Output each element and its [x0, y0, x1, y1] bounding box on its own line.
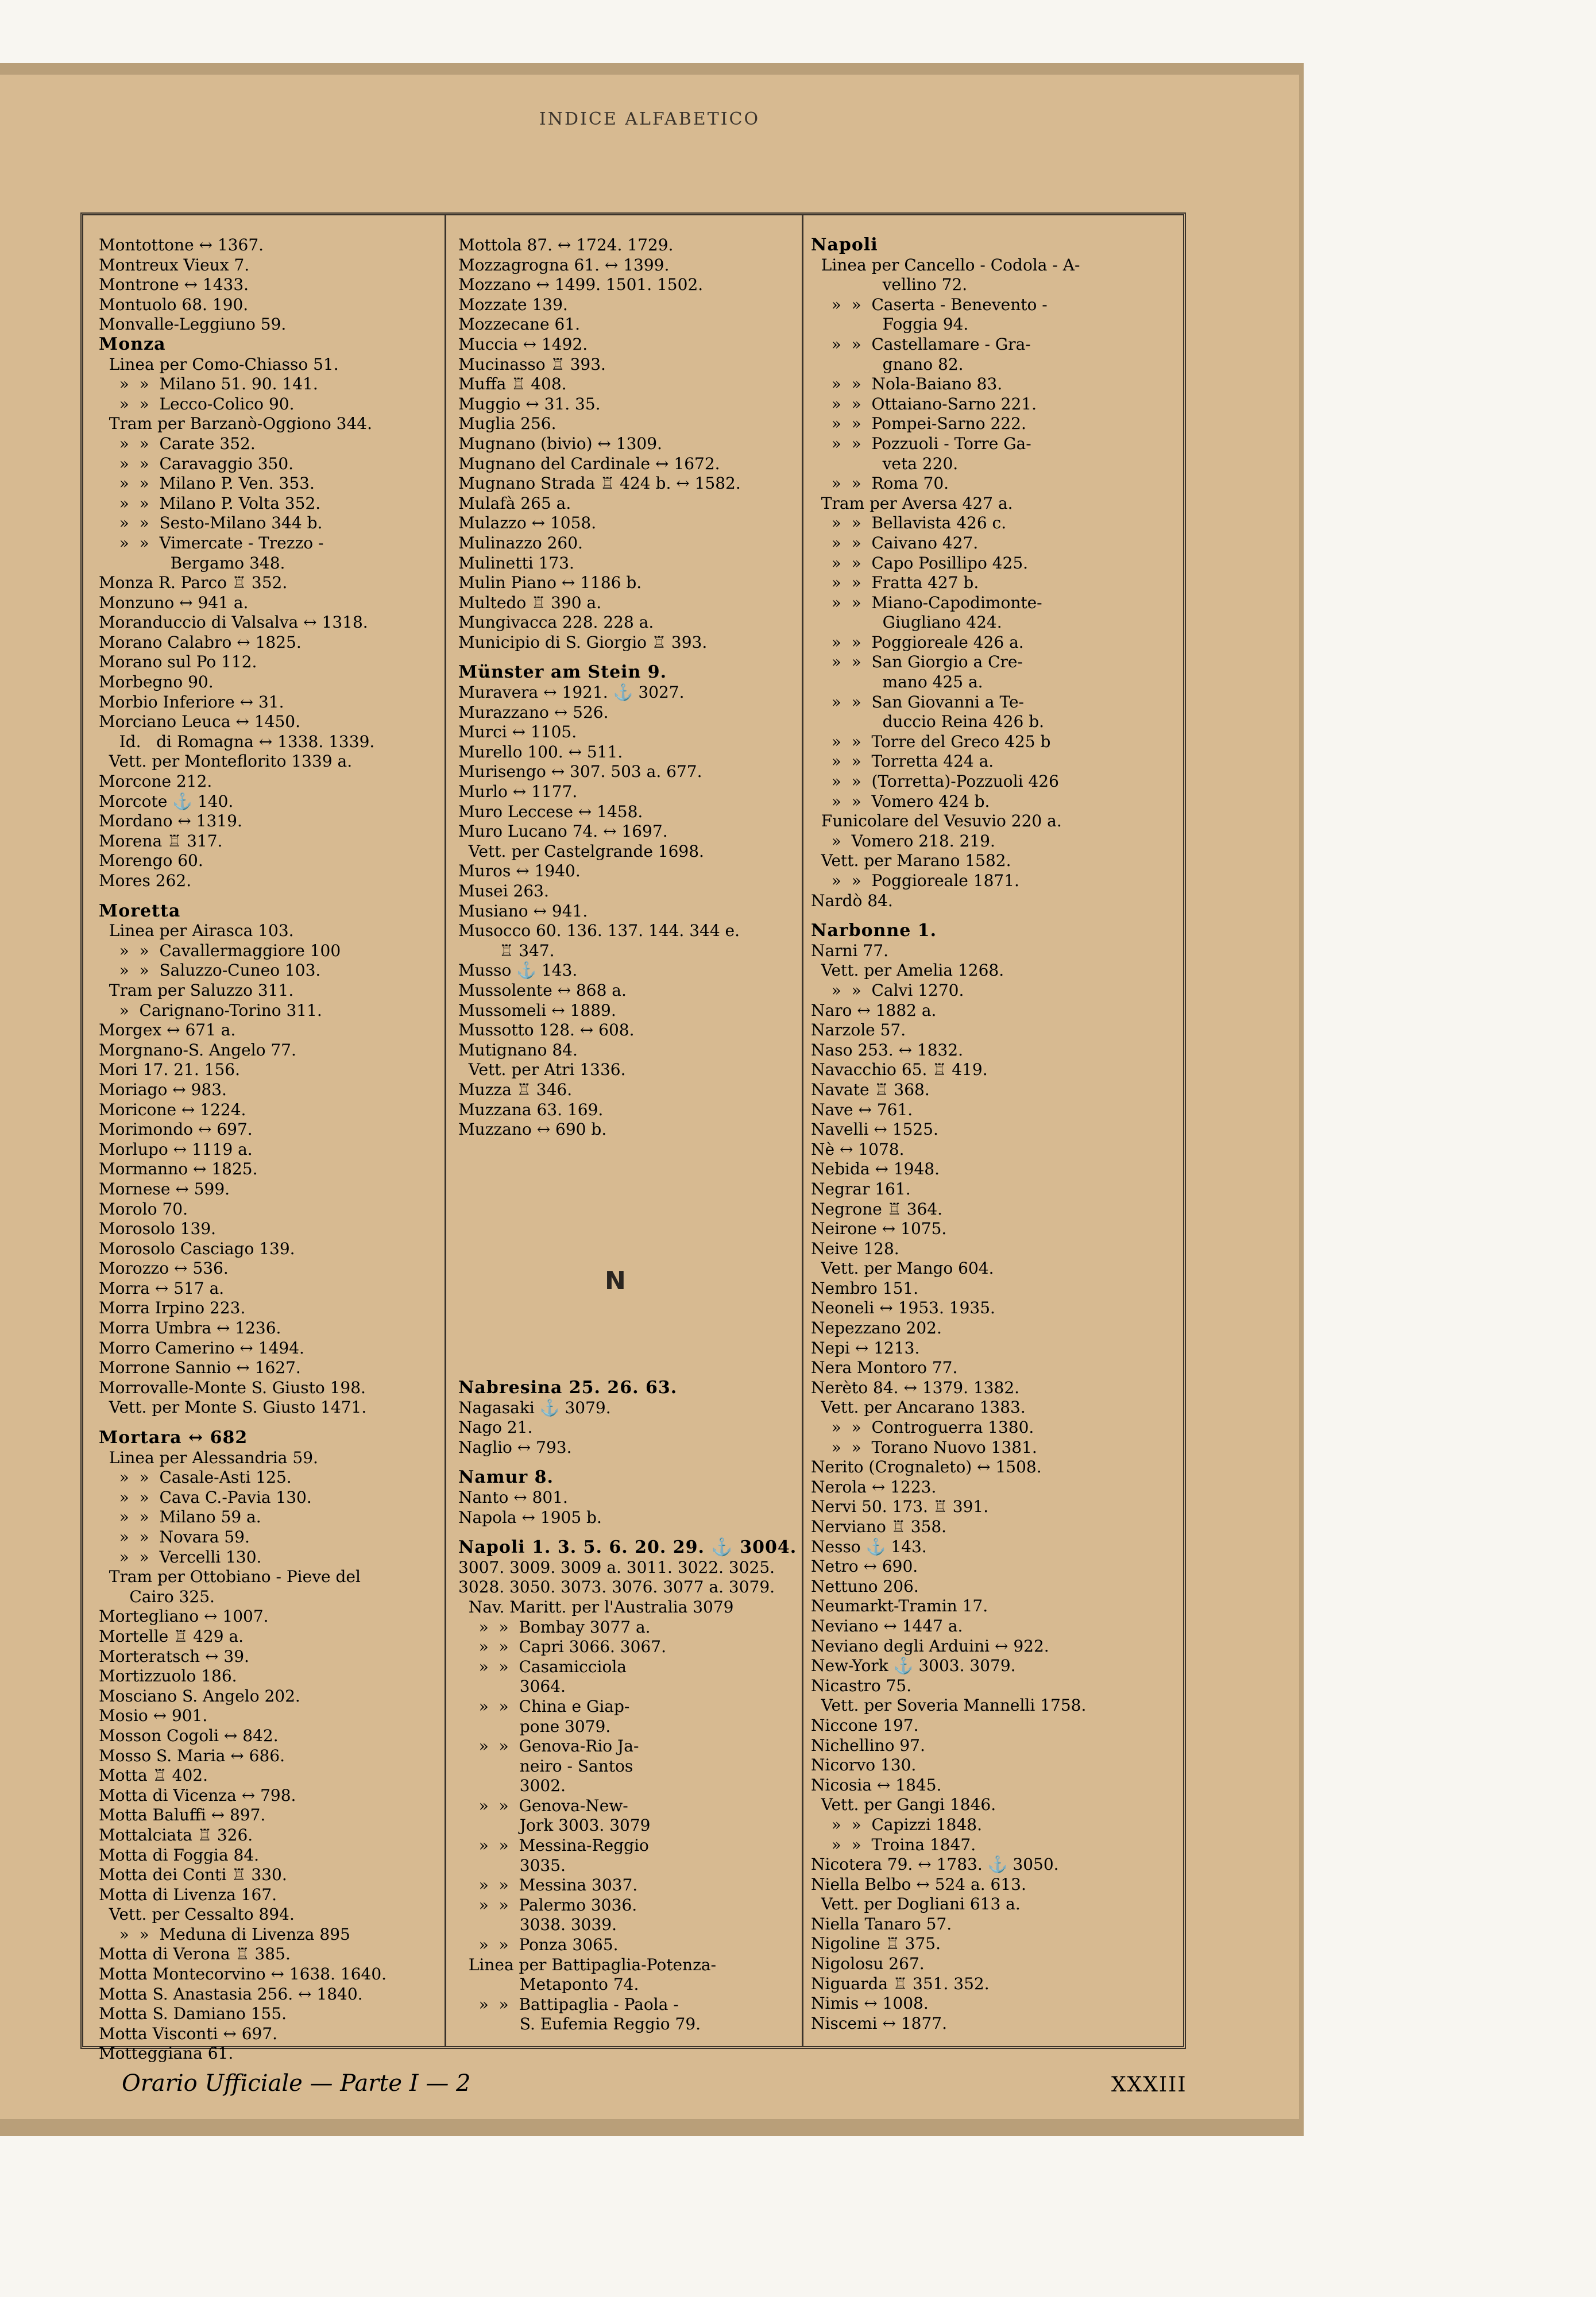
index-entry: » » Palermo 3036.	[458, 1895, 637, 1915]
index-entry: Vett. per Monteflorito 1339 a.	[99, 752, 353, 771]
index-entry: Mordano ↔ 1319.	[99, 811, 242, 831]
index-entry: Motta S. Anastasia 256. ↔ 1840.	[99, 1984, 363, 2004]
index-entry: mano 425 a.	[811, 672, 983, 692]
index-entry: Nera Montoro 77.	[811, 1358, 958, 1378]
index-entry: S. Eufemia Reggio 79.	[458, 2014, 701, 2034]
index-entry: Mugnano (bivio) ↔ 1309.	[458, 434, 662, 453]
index-entry: Monzuno ↔ 941 a.	[99, 593, 249, 612]
index-entry: Nav. Maritt. per l'Australia 3079	[458, 1597, 734, 1617]
section-letter: N	[605, 1266, 626, 1296]
index-entry: » » (Torretta)-Pozzuoli 426	[811, 772, 1059, 791]
index-entry	[811, 911, 1167, 921]
index-entry: Tram per Ottobiano - Pieve del	[99, 1567, 361, 1587]
index-entry: Morlupo ↔ 1119 a.	[99, 1139, 253, 1159]
index-entry: Moriago ↔ 983.	[99, 1080, 227, 1099]
index-entry: 3064.	[458, 1677, 566, 1696]
index-heading: Moretta	[99, 900, 181, 921]
index-entry: Nicastro 75.	[811, 1676, 912, 1695]
index-entry: 3038. 3039.	[458, 1915, 617, 1935]
index-entry: Morolo 70.	[99, 1199, 188, 1219]
index-entry: Vett. per Mango 604.	[811, 1259, 994, 1278]
index-entry: Narzole 57.	[811, 1020, 906, 1040]
index-entry: Mugnano del Cardinale ↔ 1672.	[458, 454, 720, 473]
index-entry: » » Sesto-Milano 344 b.	[99, 513, 323, 533]
index-entry: Linea per Cancello - Codola - A-	[811, 255, 1080, 274]
index-entry: Neoneli ↔ 1953. 1935.	[811, 1298, 995, 1318]
index-entry: » » San Giovanni a Te-	[811, 692, 1025, 711]
index-entry: Montottone ↔ 1367.	[99, 235, 264, 254]
index-entry: Muravera ↔ 1921. ⚓ 3027.	[458, 683, 685, 702]
index-entry: Murlo ↔ 1177.	[458, 782, 578, 802]
index-entry: Murello 100. ↔ 511.	[458, 742, 623, 761]
index-entry: Nardò 84.	[811, 891, 893, 910]
index-entry: Muzza ♖ 346.	[458, 1080, 573, 1099]
index-entry: Mores 262.	[99, 871, 192, 890]
index-entry: Moranduccio di Valsalva ↔ 1318.	[99, 613, 368, 632]
index-entry: Motta di Vicenza ↔ 798.	[99, 1785, 296, 1805]
index-column-3	[811, 235, 1167, 2033]
index-entry: Morozzo ↔ 536.	[99, 1259, 229, 1278]
index-heading: Münster am Stein 9.	[458, 662, 667, 683]
index-entry: Vett. per Dogliani 613 a.	[811, 1894, 1021, 1914]
index-entry: Vett. per Amelia 1268.	[811, 961, 1004, 980]
index-entry: 3002.	[458, 1776, 566, 1796]
index-entry: » » Torretta 424 a.	[811, 752, 994, 771]
index-entry: Nicosia ↔ 1845.	[811, 1775, 942, 1795]
index-entry: » » Meduna di Livenza 895	[99, 1924, 350, 1944]
index-entry: Niccone 197.	[811, 1715, 919, 1735]
index-entry: » » Genova-New-	[458, 1796, 628, 1815]
index-entry: Morrone Sannio ↔ 1627.	[99, 1358, 301, 1378]
index-entry: Mosso S. Maria ↔ 686.	[99, 1746, 285, 1765]
index-entry: Nesso ⚓ 143.	[811, 1537, 927, 1556]
index-entry: Muzzana 63. 169.	[458, 1100, 604, 1119]
index-entry: Mozzecane 61.	[458, 315, 581, 334]
index-entry: Tram per Aversa 427 a.	[811, 493, 1013, 513]
index-entry: Nigolosu 267.	[811, 1954, 925, 1974]
index-entry: Morgex ↔ 671 a.	[99, 1020, 236, 1040]
index-heading: Napoli	[811, 235, 878, 255]
index-entry: Monvalle-Leggiuno 59.	[99, 315, 287, 334]
index-entry: » » Messina 3037.	[458, 1876, 638, 1895]
index-entry: Muccia ↔ 1492.	[458, 334, 588, 354]
index-entry: » » Fratta 427 b.	[811, 573, 979, 593]
index-entry: » » Pozzuoli - Torre Ga-	[811, 434, 1031, 453]
index-entry: vellino 72.	[811, 275, 968, 295]
index-entry: » » Milano P. Ven. 353.	[99, 474, 315, 493]
index-entry: Motta ♖ 402.	[99, 1766, 208, 1785]
index-entry: » » Milano P. Volta 352.	[99, 493, 321, 513]
footer-publication: Orario Ufficiale — Parte I — 2	[122, 2070, 471, 2097]
index-entry: » » Casamicciola	[458, 1657, 627, 1676]
index-entry: Mutignano 84.	[458, 1040, 578, 1059]
index-entry: Montuolo 68. 190.	[99, 295, 249, 314]
index-entry: Nave ↔ 761.	[811, 1100, 913, 1119]
index-entry: Muro Lucano 74. ↔ 1697.	[458, 822, 668, 841]
index-entry	[458, 1528, 803, 1538]
index-entry: pone 3079.	[458, 1716, 611, 1736]
index-entry: Linea per Alessandria 59.	[99, 1448, 318, 1467]
index-entry: Motta dei Conti ♖ 330.	[99, 1865, 287, 1885]
index-entry: 3028. 3050. 3073. 3076. 3077 a. 3079.	[458, 1577, 775, 1597]
index-entry: » » Nola-Baiano 83.	[811, 374, 1003, 394]
index-entry: Musso ⚓ 143.	[458, 961, 578, 980]
index-entry: Nicorvo 130.	[811, 1755, 917, 1775]
index-entry: Niella Belbo ↔ 524 a. 613.	[811, 1874, 1026, 1894]
index-entry: » » Bellavista 426 c.	[811, 513, 1007, 533]
index-entry: Nembro 151.	[811, 1278, 919, 1298]
index-entry: Musei 263.	[458, 881, 549, 900]
index-entry: » » Caserta - Benevento -	[811, 295, 1048, 314]
index-entry: » » Ottaiano-Sarno 221.	[811, 394, 1037, 413]
index-entry: duccio Reina 426 b.	[811, 712, 1045, 732]
index-entry: Mulazzo ↔ 1058.	[458, 513, 597, 533]
index-entry: Morra Umbra ↔ 1236.	[99, 1318, 281, 1338]
index-entry: » » China e Giap-	[458, 1696, 630, 1716]
index-entry: Bergamo 348.	[99, 553, 285, 573]
index-entry: » » San Giorgio a Cre-	[811, 652, 1023, 672]
index-entry: Neumarkt-Tramin 17.	[811, 1596, 988, 1616]
index-entry: » » Novara 59.	[99, 1528, 250, 1546]
index-entry: » » Milano 59 a.	[99, 1507, 261, 1527]
index-entry: » » Battipaglia - Paola -	[458, 1994, 679, 2014]
index-entry: Motteggiana 61.	[99, 2044, 234, 2063]
index-entry: Morro Camerino ↔ 1494.	[99, 1338, 304, 1358]
index-entry: Negrone ♖ 364.	[811, 1199, 943, 1219]
index-entry: Naro ↔ 1882 a.	[811, 1000, 937, 1020]
index-entry: Linea per Battipaglia-Potenza-	[458, 1955, 716, 1974]
index-entry: » » Vimercate - Trezzo -	[99, 533, 324, 552]
index-entry: Morena ♖ 317.	[99, 831, 223, 850]
index-entry: Mori 17. 21. 156.	[99, 1060, 240, 1080]
index-entry: New-York ⚓ 3003. 3079.	[811, 1656, 1016, 1676]
index-entry: Motta Montecorvino ↔ 1638. 1640.	[99, 1965, 387, 1984]
index-entry: » » Carate 352.	[99, 434, 256, 453]
index-entry: Muzzano ↔ 690 b.	[458, 1120, 607, 1139]
index-entry: Morra Irpino 223.	[99, 1298, 246, 1318]
index-entry: veta 220.	[811, 454, 959, 473]
index-entry: Mozzate 139.	[458, 295, 568, 314]
index-entry: Mortizzuolo 186.	[99, 1666, 237, 1686]
index-entry: Nettuno 206.	[811, 1576, 919, 1596]
index-entry: Mortegliano ↔ 1007.	[99, 1607, 269, 1626]
index-entry	[458, 1457, 803, 1468]
index-entry: » » Calvi 1270.	[811, 980, 964, 1000]
index-entry: Niella Tanaro 57.	[811, 1914, 952, 1933]
index-entry: Niscemi ↔ 1877.	[811, 2013, 948, 2033]
index-entry: Neviano degli Arduini ↔ 922.	[811, 1636, 1049, 1656]
index-entry: Tram per Saluzzo 311.	[99, 980, 294, 1000]
index-entry: » Vomero 218. 219.	[811, 831, 995, 850]
index-column-2	[458, 235, 803, 1140]
index-entry: Moricone ↔ 1224.	[99, 1100, 246, 1119]
index-entry: Tram per Barzanò-Oggiono 344.	[99, 414, 372, 434]
index-entry: » » Vercelli 130.	[99, 1547, 262, 1567]
index-entry: » » Caivano 427.	[811, 533, 979, 552]
index-entry: Morbio Inferiore ↔ 31.	[99, 692, 284, 711]
index-entry: » » Pompei-Sarno 222.	[811, 414, 1026, 434]
index-column-1	[99, 235, 439, 2064]
index-entry: Nervi 50. 173. ♖ 391.	[811, 1497, 989, 1517]
index-entry: Mottola 87. ↔ 1724. 1729.	[458, 235, 674, 254]
index-entry: Mulinazzo 260.	[458, 533, 583, 552]
index-entry: Cairo 325.	[99, 1587, 215, 1606]
index-entry: Mortelle ♖ 429 a.	[99, 1626, 244, 1646]
index-entry: Linea per Airasca 103.	[99, 921, 294, 941]
index-entry: Murci ↔ 1105.	[458, 722, 577, 742]
index-entry: Nerito (Crognaleto) ↔ 1508.	[811, 1457, 1042, 1477]
index-entry: Motta di Livenza 167.	[99, 1885, 277, 1904]
index-entry: » » Casale-Asti 125.	[99, 1468, 292, 1487]
index-entry: Nè ↔ 1078.	[811, 1139, 905, 1159]
index-entry: Mottalciata ♖ 326.	[99, 1825, 253, 1844]
index-entry: Morimondo ↔ 697.	[99, 1120, 253, 1139]
index-entry	[458, 652, 803, 663]
index-entry: Linea per Como-Chiasso 51.	[99, 354, 339, 374]
index-entry: Navate ♖ 368.	[811, 1080, 930, 1099]
index-entry: » » Miano-Capodimonte-	[811, 593, 1042, 612]
index-entry: Mornese ↔ 599.	[99, 1179, 230, 1198]
index-entry: Nerviano ♖ 358.	[811, 1517, 947, 1536]
index-entry	[99, 1418, 439, 1428]
index-entry: » » Lecco-Colico 90.	[99, 394, 295, 413]
index-entry: Nimis ↔ 1008.	[811, 1994, 929, 2013]
index-entry: Muro Leccese ↔ 1458.	[458, 802, 643, 821]
index-entry: Mussolente ↔ 868 a.	[458, 980, 627, 1000]
index-entry: Morcote ⚓ 140.	[99, 791, 234, 811]
index-entry: » » Poggioreale 1871.	[811, 871, 1019, 890]
index-entry: » » Poggioreale 426 a.	[811, 632, 1024, 652]
index-entry: Montreux Vieux 7.	[99, 255, 250, 274]
index-entry: Morra ↔ 517 a.	[99, 1278, 225, 1298]
index-entry: Motta di Verona ♖ 385.	[99, 1944, 291, 1964]
index-entry: » » Cavallermaggiore 100	[99, 941, 341, 960]
index-entry: » » Torre del Greco 425 b	[811, 732, 1051, 751]
index-entry: Motta di Foggia 84.	[99, 1845, 260, 1865]
index-entry: Nerola ↔ 1223.	[811, 1477, 937, 1496]
page-title: INDICE ALFABETICO	[539, 109, 760, 129]
index-entry: Vett. per Atri 1336.	[458, 1060, 626, 1080]
index-entry: Nichellino 97.	[811, 1735, 925, 1755]
index-entry: Vett. per Castelgrande 1698.	[458, 841, 704, 861]
index-entry: Muggio ↔ 31. 35.	[458, 394, 601, 413]
index-entry: Morano sul Po 112.	[99, 652, 257, 672]
index-entry: » » Milano 51. 90. 141.	[99, 374, 318, 394]
index-entry: Vett. per Soveria Mannelli 1758.	[811, 1696, 1087, 1715]
index-column-2-lower	[458, 1378, 803, 2035]
index-entry: » » Capo Posillipo 425.	[811, 553, 1029, 573]
index-entry: Mosson Cogoli ↔ 842.	[99, 1726, 279, 1745]
index-entry: » » Saluzzo-Cuneo 103.	[99, 961, 321, 980]
index-entry: Musocco 60. 136. 137. 144. 344 e.	[458, 921, 740, 941]
index-entry: 3007. 3009. 3009 a. 3011. 3022. 3025.	[458, 1557, 775, 1577]
index-entry: Mulin Piano ↔ 1186 b.	[458, 573, 642, 593]
index-entry: Nepezzano 202.	[811, 1318, 942, 1338]
index-entry: » » Troina 1847.	[811, 1835, 976, 1854]
index-entry: » » Controguerra 1380.	[811, 1418, 1034, 1437]
index-entry: » » Vomero 424 b.	[811, 791, 990, 811]
index-entry	[99, 891, 439, 902]
index-entry: Netro ↔ 690.	[811, 1557, 918, 1576]
index-heading: Napoli 1. 3. 5. 6. 20. 29. ⚓ 3004.	[458, 1537, 797, 1558]
footer-page-number: XXXIII	[1111, 2073, 1187, 2097]
index-entry: Napola ↔ 1905 b.	[458, 1507, 602, 1527]
index-entry: Morrovalle-Monte S. Giusto 198.	[99, 1378, 366, 1397]
index-entry: » » Bombay 3077 a.	[458, 1617, 651, 1637]
index-entry: Nerèto 84. ↔ 1379. 1382.	[811, 1378, 1020, 1397]
index-entry: Murisengo ↔ 307. 503 a. 677.	[458, 762, 702, 782]
index-entry: » Carignano-Torino 311.	[99, 1000, 322, 1020]
index-entry: Mosio ↔ 901.	[99, 1706, 208, 1726]
index-entry: Nebida ↔ 1948.	[811, 1159, 940, 1179]
index-entry: Muros ↔ 1940.	[458, 861, 581, 881]
index-heading: Mortara ↔ 682	[99, 1428, 248, 1448]
index-entry: Multedo ♖ 390 a.	[458, 593, 602, 612]
index-entry: Montrone ↔ 1433.	[99, 275, 249, 295]
index-heading: Monza	[99, 334, 166, 354]
index-entry: Muglia 256.	[458, 414, 557, 434]
index-heading: Nabresina 25. 26. 63.	[458, 1378, 678, 1398]
index-entry: » » Messina-Reggio	[458, 1836, 649, 1855]
index-entry: Morosolo 139.	[99, 1219, 217, 1239]
index-entry: » » Capri 3066. 3067.	[458, 1637, 666, 1657]
index-entry: » » Castellamare - Gra-	[811, 334, 1031, 354]
index-entry: Nigoline ♖ 375.	[811, 1934, 941, 1954]
index-entry: Motta Visconti ↔ 697.	[99, 2024, 278, 2043]
index-heading: Namur 8.	[458, 1467, 554, 1488]
index-entry: Foggia 94.	[811, 315, 969, 334]
index-entry: Giugliano 424.	[811, 613, 1002, 632]
index-entry: Mulinetti 173.	[458, 553, 574, 573]
index-entry: Mussomeli ↔ 1889.	[458, 1000, 616, 1020]
index-entry: » » Roma 70.	[811, 474, 949, 493]
index-entry: Nagasaki ⚓ 3079.	[458, 1398, 611, 1417]
index-entry: Nanto ↔ 801.	[458, 1487, 568, 1507]
index-entry: neiro - Santos	[458, 1756, 633, 1776]
index-entry: Vett. per Cessalto 894.	[99, 1905, 295, 1924]
index-entry: Morano Calabro ↔ 1825.	[99, 632, 302, 652]
index-entry: Mulafà 265 a.	[458, 493, 571, 513]
index-entry: Municipio di S. Giorgio ♖ 393.	[458, 632, 708, 652]
index-entry: 3035.	[458, 1855, 566, 1875]
index-entry: Narni 77.	[811, 941, 888, 960]
index-entry: Morengo 60.	[99, 851, 203, 871]
index-entry: » » Torano Nuovo 1381.	[811, 1437, 1037, 1457]
index-entry: Naglio ↔ 793.	[458, 1437, 572, 1457]
index-entry: Mungivacca 228. 228 a.	[458, 613, 654, 632]
index-entry: » » Genova-Rio Ja-	[458, 1737, 639, 1756]
index-entry: Mozzano ↔ 1499. 1501. 1502.	[458, 275, 704, 295]
index-entry: Vett. per Marano 1582.	[811, 851, 1011, 871]
index-entry: Motta Baluffi ↔ 897.	[99, 1805, 266, 1825]
index-entry: Navacchio 65. ♖ 419.	[811, 1060, 988, 1080]
index-entry: Monza R. Parco ♖ 352.	[99, 573, 288, 593]
index-entry: Negrar 161.	[811, 1179, 911, 1198]
index-entry: » » Ponza 3065.	[458, 1935, 619, 1955]
index-entry: Vett. per Ancarano 1383.	[811, 1398, 1026, 1417]
index-entry: Morcone 212.	[99, 772, 212, 791]
index-entry: » » Cava C.-Pavia 130.	[99, 1487, 312, 1507]
index-entry: Mussotto 128. ↔ 608.	[458, 1020, 635, 1040]
index-entry: Funicolare del Vesuvio 220 a.	[811, 811, 1062, 831]
index-entry: ♖ 347.	[458, 941, 555, 960]
index-entry: » » Caravaggio 350.	[99, 454, 294, 473]
index-entry: » » Capizzi 1848.	[811, 1815, 982, 1834]
index-entry: Morteratsch ↔ 39.	[99, 1646, 249, 1666]
index-entry: Mormanno ↔ 1825.	[99, 1159, 258, 1179]
index-entry: Id. di Romagna ↔ 1338. 1339.	[99, 732, 375, 751]
index-entry: Nepi ↔ 1213.	[811, 1338, 920, 1358]
index-entry: Neviano ↔ 1447 a.	[811, 1616, 963, 1635]
index-entry: Morgnano-S. Angelo 77.	[99, 1040, 296, 1059]
index-entry: Metaponto 74.	[458, 1975, 639, 1994]
index-entry: Vett. per Gangi 1846.	[811, 1795, 996, 1815]
index-entry: Mozzagrogna 61. ↔ 1399.	[458, 255, 670, 274]
index-entry: Musiano ↔ 941.	[458, 901, 588, 921]
index-entry: Nago 21.	[458, 1418, 533, 1437]
index-entry: Naso 253. ↔ 1832.	[811, 1040, 964, 1059]
index-entry: Mucinasso ♖ 393.	[458, 354, 606, 374]
index-heading: Narbonne 1.	[811, 921, 937, 941]
index-entry: Navelli ↔ 1525.	[811, 1120, 938, 1139]
index-entry: Vett. per Monte S. Giusto 1471.	[99, 1398, 367, 1417]
index-entry: Neive 128.	[811, 1239, 899, 1258]
index-entry: Murazzano ↔ 526.	[458, 702, 609, 722]
index-entry: Neirone ↔ 1075.	[811, 1219, 947, 1239]
index-entry: gnano 82.	[811, 354, 964, 374]
index-entry: Morciano Leuca ↔ 1450.	[99, 712, 301, 732]
index-entry: Motta S. Damiano 155.	[99, 2004, 287, 2024]
index-entry: Niguarda ♖ 351. 352.	[811, 1974, 990, 1993]
index-entry: Nicotera 79. ↔ 1783. ⚓ 3050.	[811, 1855, 1059, 1874]
index-entry: Morbegno 90.	[99, 672, 214, 692]
index-entry: Mugnano Strada ♖ 424 b. ↔ 1582.	[458, 474, 741, 493]
index-entry: Jork 3003. 3079	[458, 1816, 651, 1835]
index-entry: Muffa ♖ 408.	[458, 374, 567, 394]
column-divider	[445, 215, 446, 2046]
index-entry: Mosciano S. Angelo 202.	[99, 1686, 300, 1706]
index-entry: Morosolo Casciago 139.	[99, 1239, 295, 1258]
